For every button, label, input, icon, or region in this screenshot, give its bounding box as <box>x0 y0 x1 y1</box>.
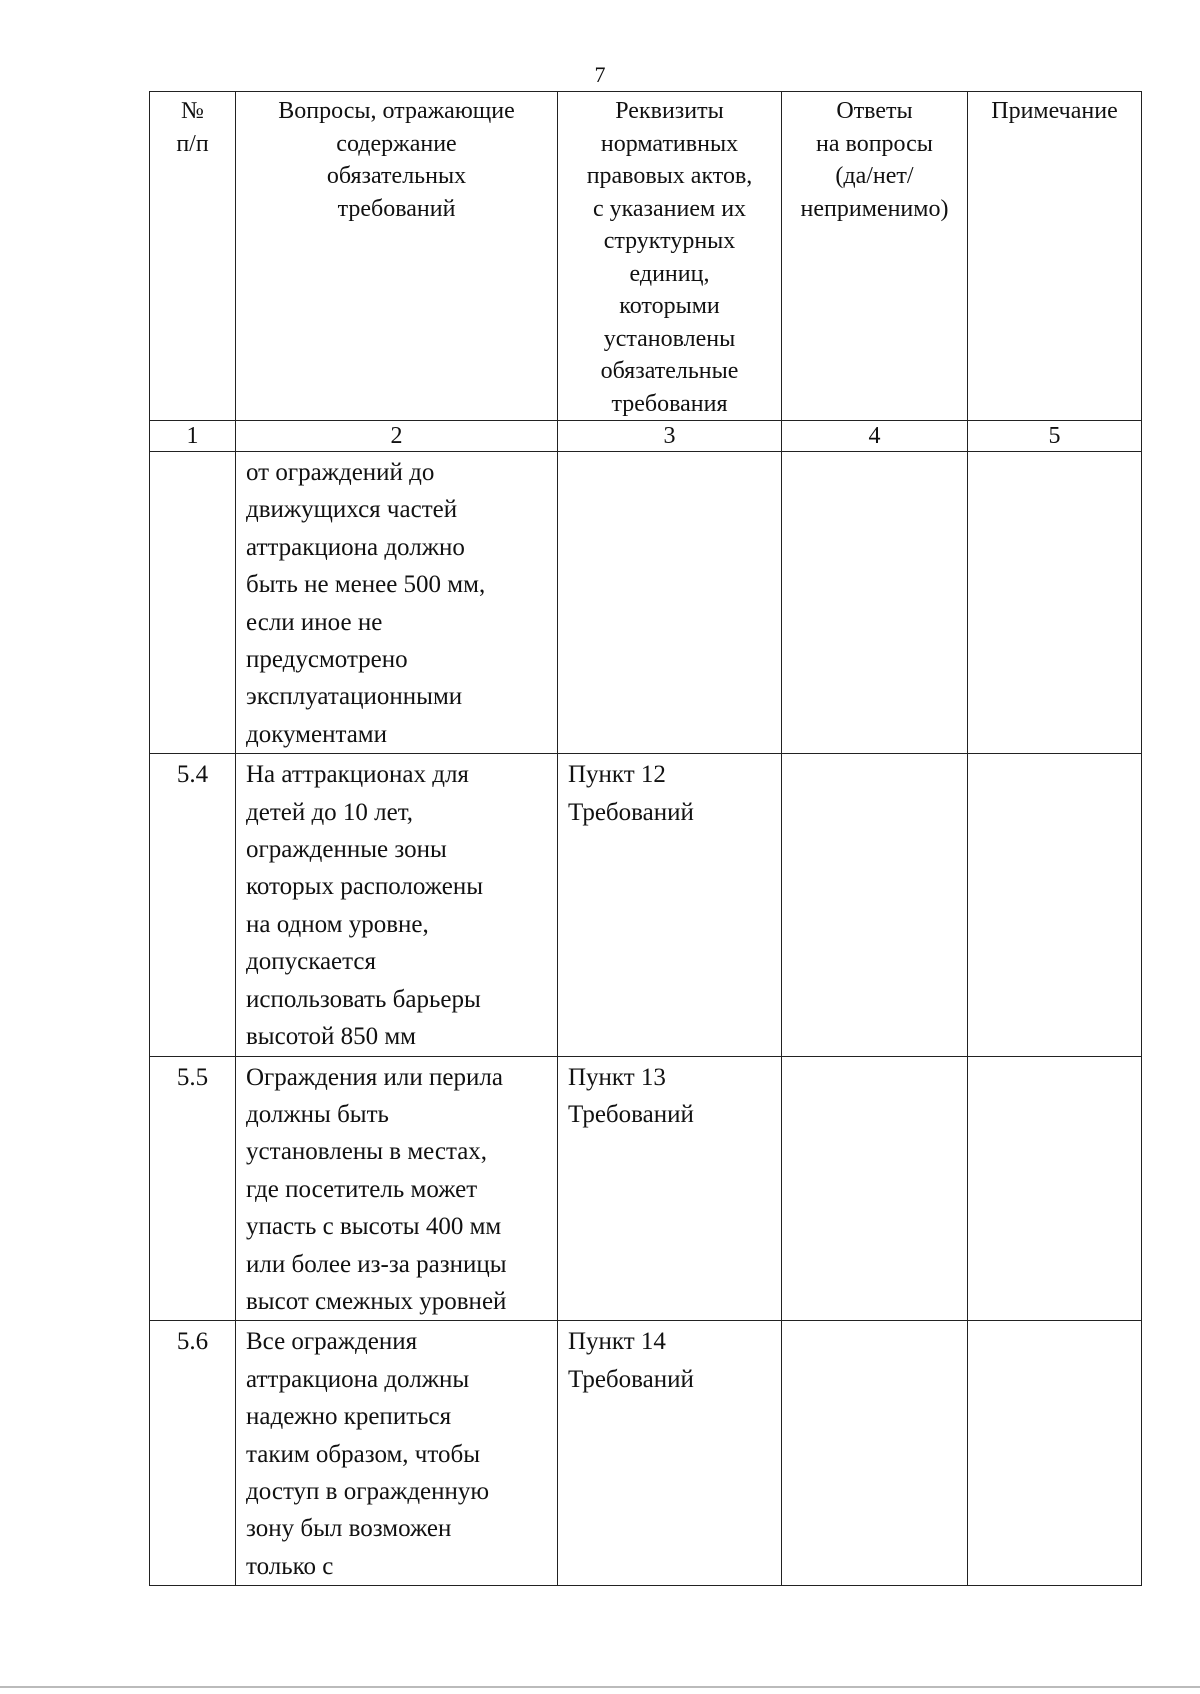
header-text: структурных <box>603 228 736 254</box>
header-col-answers <box>782 92 968 421</box>
header-text: обязательных <box>326 163 467 189</box>
question-line: аттракциона должно <box>246 533 465 561</box>
column-number: 4 <box>782 421 968 452</box>
question-line: где посетитель может <box>246 1175 478 1203</box>
row-note[interactable] <box>968 754 1142 1056</box>
table-row <box>150 1056 1142 1321</box>
column-number: 2 <box>236 421 558 452</box>
question-line: доступ в огражденную <box>246 1477 490 1505</box>
question-line: таким образом, чтобы <box>246 1440 480 1468</box>
row-number: 5.5 <box>150 1056 236 1321</box>
reference-line: Требований <box>568 1365 694 1393</box>
row-number: 5.4 <box>150 754 236 1056</box>
question-line: Все ограждения <box>246 1328 418 1356</box>
header-text: Ответы <box>836 98 913 124</box>
question-line: использовать барьеры <box>246 985 481 1013</box>
question-line: эксплуатационными <box>246 683 463 711</box>
header-text: Реквизиты <box>615 98 724 124</box>
question-line: документами <box>246 720 388 748</box>
row-answer[interactable] <box>782 1321 968 1586</box>
question-line: аттракциона должны <box>246 1365 470 1393</box>
row-reference <box>558 1321 782 1586</box>
row-answer[interactable] <box>782 452 968 754</box>
question-line: высотой 850 мм <box>246 1023 416 1051</box>
question-line: на одном уровне, <box>246 910 429 938</box>
row-question <box>236 452 558 754</box>
header-text: установлены <box>603 325 736 352</box>
row-answer[interactable] <box>782 1056 968 1321</box>
row-number: 5.6 <box>150 1321 236 1586</box>
reference-line: Пункт 12 <box>568 761 666 789</box>
question-line: На аттракционах для <box>246 761 469 789</box>
header-col-notes <box>968 92 1142 421</box>
question-line: или более из-за разницы <box>246 1250 507 1278</box>
table-row <box>150 754 1142 1056</box>
question-line: только с <box>246 1552 334 1580</box>
table-header-row <box>150 92 1142 421</box>
question-line: детей до 10 лет, <box>246 798 414 826</box>
header-text: (да/нет/ <box>835 163 914 189</box>
row-note[interactable] <box>968 1056 1142 1321</box>
row-answer[interactable] <box>782 754 968 1056</box>
question-line: высот смежных уровней <box>246 1287 507 1315</box>
question-line: быть не менее 500 мм, <box>246 571 486 599</box>
header-text: Примечание <box>991 98 1118 124</box>
table-row <box>150 452 1142 754</box>
reference-line: Требований <box>568 1100 694 1128</box>
column-number: 3 <box>558 421 782 452</box>
row-note[interactable] <box>968 452 1142 754</box>
header-text: правовых актов, <box>586 163 753 189</box>
row-reference <box>558 754 782 1056</box>
question-line: движущихся частей <box>246 496 458 524</box>
row-note[interactable] <box>968 1321 1142 1586</box>
header-text: которыми <box>619 293 720 319</box>
column-number-row <box>150 421 1142 452</box>
header-text: с указанием их <box>592 195 747 222</box>
reference-line: Требований <box>568 798 694 826</box>
table-row <box>150 1321 1142 1586</box>
header-text: п/п <box>176 130 209 157</box>
requirements-table <box>149 91 1142 1586</box>
header-text: Вопросы, отражающие <box>278 98 515 124</box>
column-number: 1 <box>150 421 236 452</box>
reference-line: Пункт 14 <box>568 1328 666 1356</box>
header-col-references <box>558 92 782 421</box>
row-reference <box>558 452 782 754</box>
question-line: упасть с высоты 400 мм <box>246 1213 502 1241</box>
column-number: 5 <box>968 421 1142 452</box>
question-line: надежно крепиться <box>246 1403 452 1431</box>
question-line: если иное не <box>246 608 383 636</box>
question-line: допускается <box>246 948 376 976</box>
question-line: от ограждений до <box>246 459 435 486</box>
question-line: Ограждения или перила <box>246 1063 503 1091</box>
header-col-number <box>150 92 236 421</box>
header-text: нормативных <box>600 130 739 157</box>
question-line: которых расположены <box>246 873 483 901</box>
header-text: обязательные <box>600 358 739 384</box>
row-question <box>236 1321 558 1586</box>
header-text: единиц, <box>629 260 710 287</box>
header-text: на вопросы <box>816 130 933 157</box>
question-line: огражденные зоны <box>246 836 447 864</box>
question-line: должны быть <box>246 1100 389 1128</box>
question-line: зону был возможен <box>246 1515 452 1543</box>
reference-line: Пункт 13 <box>568 1063 666 1091</box>
header-col-questions <box>236 92 558 421</box>
header-text: содержание <box>336 130 457 157</box>
row-reference <box>558 1056 782 1321</box>
row-question <box>236 1056 558 1321</box>
question-line: предусмотрено <box>246 646 408 674</box>
header-text: требований <box>337 195 456 222</box>
page-number: 7 <box>594 62 606 87</box>
header-text: № <box>181 98 204 124</box>
header-text: неприменимо) <box>800 195 949 222</box>
header-text: требования <box>611 390 728 417</box>
row-question <box>236 754 558 1056</box>
row-number <box>150 452 236 754</box>
page-bottom-edge <box>0 1686 1200 1688</box>
question-line: установлены в местах, <box>246 1138 488 1166</box>
